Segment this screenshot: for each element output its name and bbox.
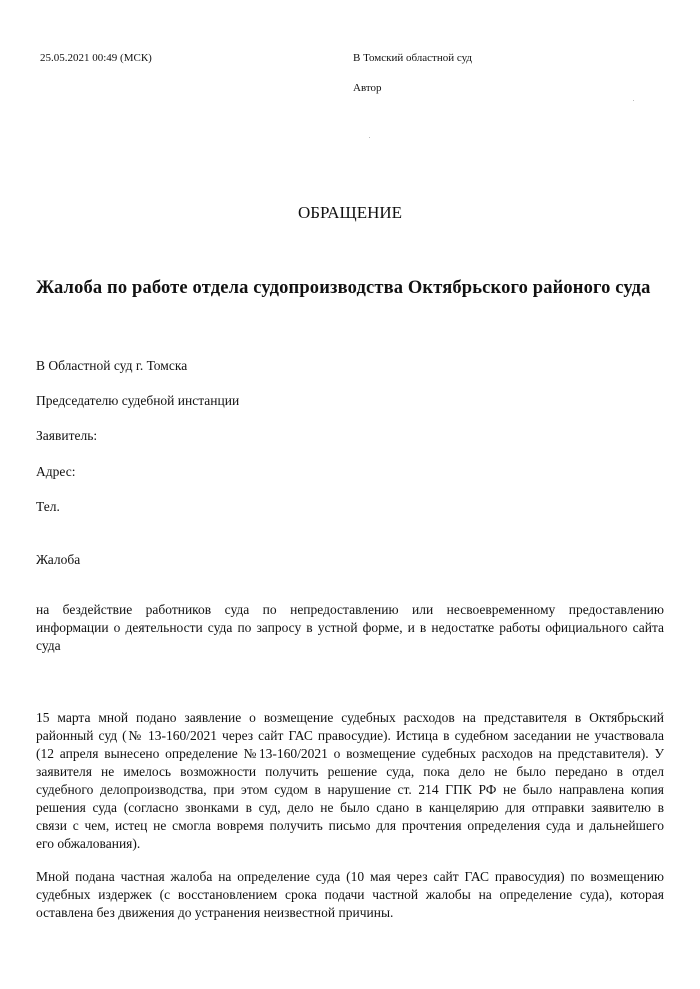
complaint-subject (36, 601, 664, 655)
scan-speck (633, 100, 634, 101)
text-line: судебных издержек (с восстановлением срока подачи частной жалобы на определение суда), которая (36, 887, 664, 902)
document-title: ОБРАЩЕНИЕ (297, 203, 403, 222)
text-line: на бездействие работников суда по непредоставлению или несвоевременному предоставлению (36, 602, 664, 617)
applicant-label: Заявитель: (36, 428, 98, 443)
address-label: Адрес: (36, 464, 76, 479)
text-line: судебного делопроизводства, при этом судом в нарушение ст. 214 ГПК РФ не было направлена копия (36, 782, 664, 797)
text-line: (12 апреля вынесено определение №13-160/2021 о возмещение судебных расходов на представителя). У (36, 746, 664, 761)
paragraph-2 (36, 868, 664, 922)
text-line: связи с чем, истец не смогла вовремя получить письмо для прочтения определения суда и дальнейшего (36, 818, 664, 833)
paragraph-1 (36, 709, 664, 853)
scan-speck (369, 137, 370, 138)
datetime-stamp: 25.05.2021 00:49 (МСК) (40, 52, 152, 64)
text-line: Мной подана частная жалоба на определение суда (10 мая через сайт ГАС правосудия) по возмещению (36, 869, 664, 884)
text-line: 15 марта мной подано заявление о возмещение судебных расходов на представителя в Октябрьский (36, 710, 664, 725)
text-line: районный суд (№ 13-160/2021 через сайт ГАС правосудие). Истица в судебном заседании не участвовала (36, 728, 664, 743)
addressee-person: Председателю судебной инстанции (36, 393, 240, 408)
complaint-heading: Жалоба по работе отдела судопроизводства Октябрьского районого суда (36, 278, 651, 298)
addressee: В Областной суд г. Томска (36, 358, 188, 373)
author-label: Автор (353, 82, 382, 94)
complaint-label: Жалоба (36, 552, 81, 567)
text-line: информации о деятельности суда по запросу в устной форме, и в недостатке работы официального сайта (36, 620, 664, 635)
text-line: заявителя не имелось возможности получить решение суда, пока дело не было передано в отдел (36, 764, 664, 779)
text-line: оставлена без движения до устранения неизвестной причины. (36, 905, 394, 920)
text-line: суда (36, 638, 61, 653)
text-line: его обжалования). (36, 836, 141, 851)
phone-label: Тел. (36, 499, 60, 514)
text-line: решения суда (согласно звонками в суд, дело не было сдано в канцелярию для отправки заявителю в (36, 800, 664, 815)
recipient-court: В Томский областной суд (353, 52, 473, 64)
